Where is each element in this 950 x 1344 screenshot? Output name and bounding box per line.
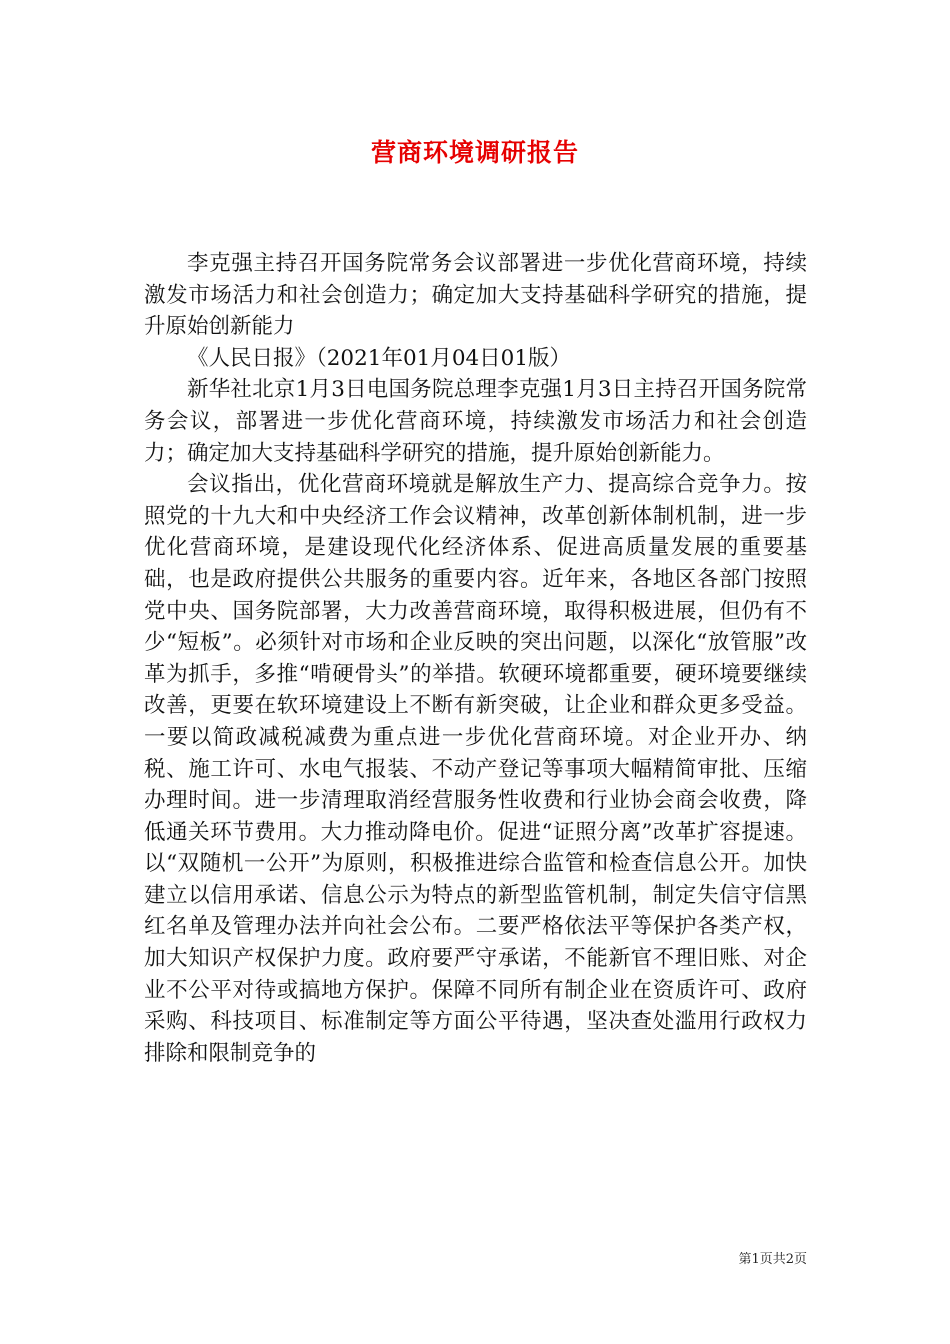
page-number: 第1页共2页 xyxy=(738,1252,807,1267)
document-body xyxy=(144,248,807,1069)
paragraph-main: 会议指出，优化营商环境就是解放生产力、提高综合竞争力。按照党的十九大和中央经济工作会议精神，改革创新体制机制，进一步优化营商环境，是建设现代化经济体系、促进高质量发展的重要基础，也是政府提供公共服务的重要内容。近年来，各地区各部门按照党中央、国务院部署，大力改善营商环境，取得积极进展，但仍有不少“短板”。必须针对市场和企业反映的突出问题，以深化“放管服”改革为抓手，多推“啃硬骨头”的举措。软硬环境都重要，硬环境要继续改善，更要在软环境建设上不断有新突破，让企业和群众更多受益。一要以简政减税减费为重点进一步优化营商环境。对企业开办、纳税、施工许可、水电气报装、不动产登记等事项大幅精简审批、压缩办理时间。进一步清理取消经营服务性收费和行业协会商会收费，降低通关环节费用。大力推动降电价。促进“证照分离”改革扩容提速。以“双随机一公开”为原则，积极推进综合监管和检查信息公开。加快建立以信用承诺、信息公示为特点的新型监管机制，制定失信守信黑红名单及管理办法并向社会公布。二要严格依法平等保护各类产权，加大知识产权保护力度。政府要严守承诺，不能新官不理旧账、对企业不公平对待或搞地方保护。保障不同所有制企业在资质许可、政府采购、科技项目、标准制定等方面公平待遇，坚决查处滥用行政权力排除和限制竞争的 xyxy=(144,472,807,1066)
paragraph-headline: 李克强主持召开国务院常务会议部署进一步优化营商环境，持续激发市场活力和社会创造力；确定加大支持基础科学研究的措施，提升原始创新能力 xyxy=(144,251,807,340)
document-title: 营商环境调研报告 xyxy=(370,138,579,167)
paragraph-lead: 新华社北京1月3日电国务院总理李克强1月3日主持召开国务院常务会议，部署进一步优化营商环境，持续激发市场活力和社会创造力；确定加大支持基础科学研究的措施，提升原始创新能力。 xyxy=(144,377,807,466)
paragraph-source: 《人民日报》（2021年01月04日01版） xyxy=(187,345,572,371)
